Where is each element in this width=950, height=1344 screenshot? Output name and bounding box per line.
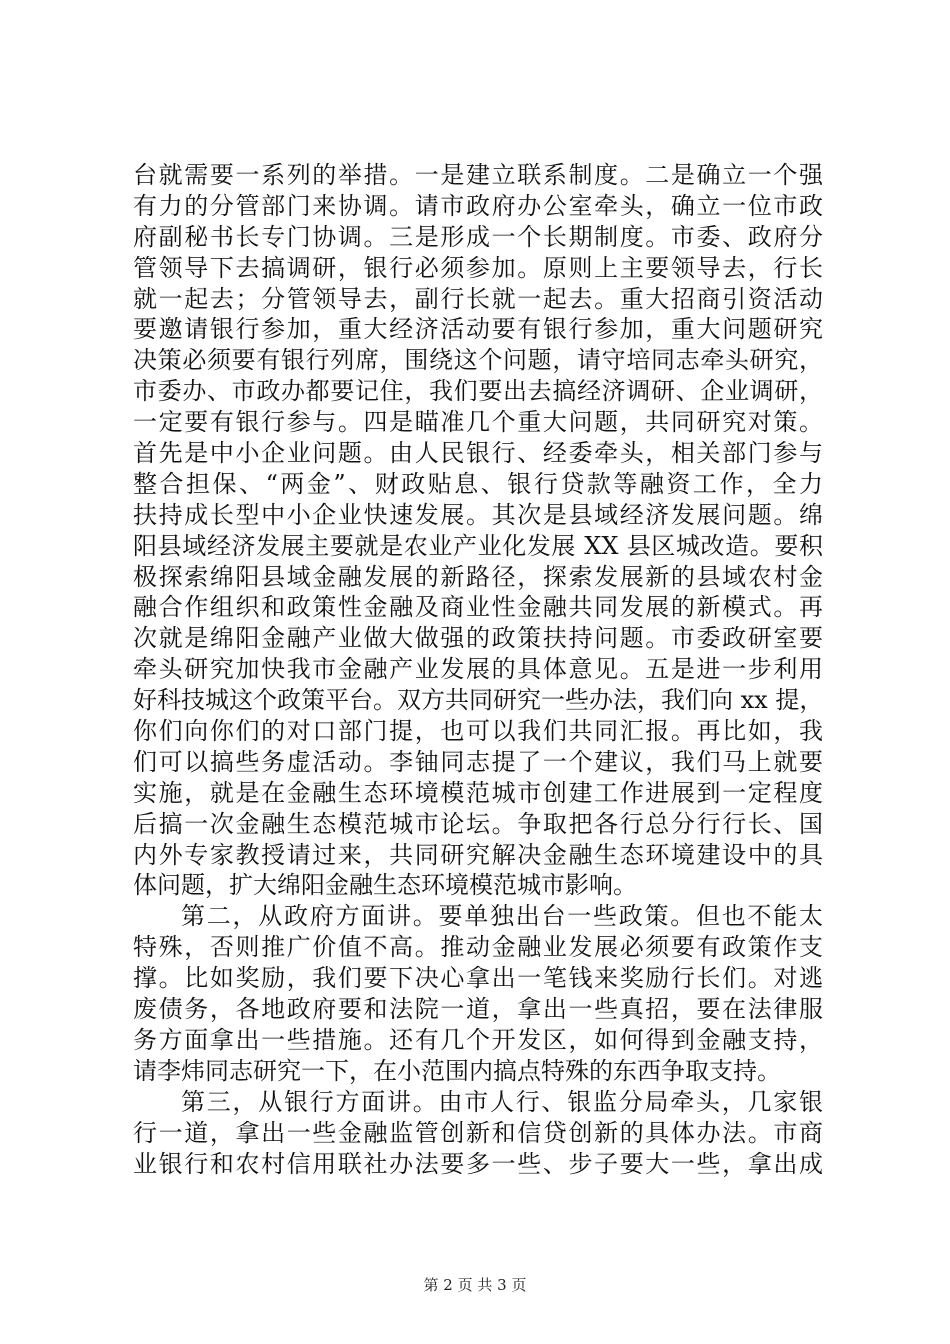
text-line: 府副秘书长专门协调。三是形成一个长期制度。市委、政府分	[133, 222, 823, 251]
text-line: 请李炜同志研究一下，在小范围内搞点特殊的东西争取支持。	[133, 1056, 781, 1085]
text-line: 们可以搞些务虚活动。李铀同志提了一个建议，我们马上就要	[133, 747, 823, 776]
text-line: 实施，就是在金融生态环境模范城市创建工作进展到一定程度	[133, 778, 823, 807]
text-line: 牵头研究加快我市金融产业发展的具体意见。五是进一步利用	[133, 655, 823, 684]
text-line: 第三，从银行方面讲。由市人行、银监分局牵头，几家银	[181, 1087, 823, 1116]
text-line: 首先是中小企业问题。由人民银行、经委牵头，相关部门参与	[133, 439, 823, 468]
text-line: 就一起去；分管领导去，副行长就一起去。重大招商引资活动	[133, 284, 823, 313]
body-text	[133, 160, 823, 1179]
text-line: 你们向你们的对口部门提，也可以我们共同汇报。再比如，我	[133, 717, 823, 746]
text-line: 管领导下去搞调研，银行必须参加。原则上主要领导去，行长	[133, 253, 823, 282]
text-line: 第二，从政府方面讲。要单独出台一些政策。但也不能太	[181, 902, 823, 931]
text-line: 融合作组织和政策性金融及商业性金融共同发展的新模式。再	[133, 593, 823, 622]
text-line: 务方面拿出一些措施。还有几个开发区，如何得到金融支持，	[133, 1025, 823, 1054]
text-line: 整合担保、“两金”、财政贴息、银行贷款等融资工作，全力	[133, 469, 823, 498]
text-line: 好科技城这个政策平台。双方共同研究一些办法，我们向 xx 提，	[133, 686, 824, 715]
text-line: 要邀请银行参加，重大经济活动要有银行参加，重大问题研究	[133, 315, 823, 344]
text-line: 行一道，拿出一些金融监管创新和信贷创新的具体办法。市商	[133, 1118, 823, 1147]
text-line: 业银行和农村信用联社办法要多一些、步子要大一些，拿出成	[133, 1149, 823, 1178]
page-footer: 第 2 页 共 3 页	[423, 1276, 527, 1294]
text-line: 次就是绵阳金融产业做大做强的政策扶持问题。市委政研室要	[133, 624, 823, 653]
text-line: 扶持成长型中小企业快速发展。其次是县域经济发展问题。绵	[133, 500, 823, 529]
text-line: 阳县域经济发展主要就是农业产业化发展 XX 县区城改造。要积	[133, 531, 823, 560]
text-line: 体问题，扩大绵阳金融生态环境模范城市影响。	[133, 871, 637, 900]
text-line: 有力的分管部门来协调。请市政府办公室牵头，确立一位市政	[133, 191, 823, 220]
text-line: 特殊，否则推广价值不高。推动金融业发展必须要有政策作支	[133, 933, 823, 962]
text-line: 极探索绵阳县域金融发展的新路径，探索发展新的县域农村金	[133, 562, 823, 591]
text-line: 市委办、市政办都要记住，我们要出去搞经济调研、企业调研，	[133, 377, 823, 406]
text-line: 后搞一次金融生态模范城市论坛。争取把各行总分行行长、国	[133, 809, 823, 838]
text-line: 撑。比如奖励，我们要下决心拿出一笔钱来奖励行长们。对逃	[133, 964, 823, 993]
text-line: 废债务，各地政府要和法院一道，拿出一些真招，要在法律服	[133, 995, 823, 1024]
text-line: 决策必须要有银行列席，围绕这个问题，请守培同志牵头研究，	[133, 346, 823, 375]
text-line: 一定要有银行参与。四是瞄准几个重大问题，共同研究对策。	[133, 408, 823, 437]
text-line: 内外专家教授请过来，共同研究解决金融生态环境建设中的具	[133, 840, 823, 869]
text-line: 台就需要一系列的举措。一是建立联系制度。二是确立一个强	[133, 161, 823, 189]
